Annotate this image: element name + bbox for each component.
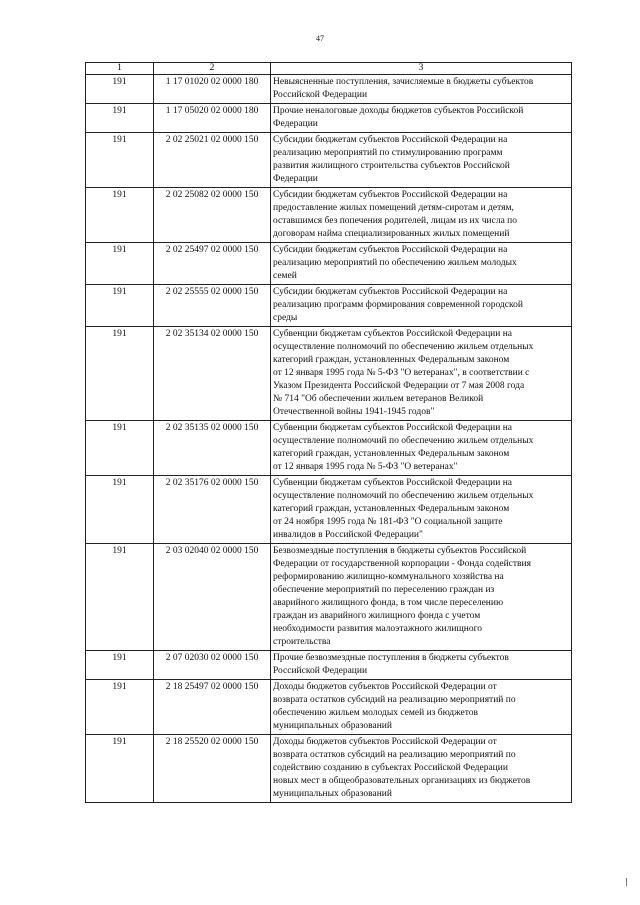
admin-code-cell: 191 xyxy=(86,735,154,803)
description-cell: Субсидии бюджетам субъектов Российской Федерации на реализацию мероприятий по стимулированию программ развития жилищного строительства субъектов Российской Федерации xyxy=(271,133,572,188)
table-row xyxy=(86,75,572,104)
budget-code-cell: 2 18 25497 02 0000 150 xyxy=(154,680,271,735)
admin-code-cell: 191 xyxy=(86,421,154,476)
budget-code-cell: 2 02 25021 02 0000 150 xyxy=(154,133,271,188)
description-cell: Субвенции бюджетам субъектов Российской Федерации на осуществление полномочий по обеспечению жильем отдельных категорий граждан, установленных Федеральным законом от 12 января 1995 года № 5-ФЗ "О ветеранах" xyxy=(271,421,572,476)
description-cell: Доходы бюджетов субъектов Российской Федерации от возврата остатков субсидий на реализацию мероприятий по содействию созданию в субъектах Российской Федерации новых мест в общеобразовательных организациях из бюджетов муниципальных образований xyxy=(271,735,572,803)
budget-code-cell: 2 03 02040 02 0000 150 xyxy=(154,544,271,651)
description-cell: Прочие безвозмездные поступления в бюджеты субъектов Российской Федерации xyxy=(271,651,572,680)
description-cell: Невыясненные поступления, зачисляемые в бюджеты субъектов Российской Федерации xyxy=(271,75,572,104)
table-row xyxy=(86,243,572,285)
description-cell: Субсидии бюджетам субъектов Российской Федерации на реализацию программ формирования современной городской среды xyxy=(271,285,572,327)
income-codes-table xyxy=(85,62,572,803)
admin-code-cell: 191 xyxy=(86,188,154,243)
table-row xyxy=(86,651,572,680)
table-row xyxy=(86,104,572,133)
description-cell: Прочие неналоговые доходы бюджетов субъектов Российской Федерации xyxy=(271,104,572,133)
admin-code-cell: 191 xyxy=(86,104,154,133)
table-row xyxy=(86,285,572,327)
budget-code-cell: 2 02 25555 02 0000 150 xyxy=(154,285,271,327)
admin-code-cell: 191 xyxy=(86,476,154,544)
description-cell: Субсидии бюджетам субъектов Российской Федерации на предоставление жилых помещений детям-сиротам и детям, оставшимся без попечения родителей, лицам из их числа по договорам найма специализированных жилых помещений xyxy=(271,188,572,243)
table-row xyxy=(86,133,572,188)
budget-code-cell: 2 02 25497 02 0000 150 xyxy=(154,243,271,285)
admin-code-cell: 191 xyxy=(86,285,154,327)
table-row xyxy=(86,476,572,544)
table-header-row xyxy=(86,63,572,75)
column-header-2: 2 xyxy=(154,63,271,75)
budget-code-cell: 2 18 25520 02 0000 150 xyxy=(154,735,271,803)
column-header-3: 3 xyxy=(271,63,572,75)
table-row xyxy=(86,188,572,243)
admin-code-cell: 191 xyxy=(86,243,154,285)
admin-code-cell: 191 xyxy=(86,327,154,421)
budget-code-cell: 2 02 25082 02 0000 150 xyxy=(154,188,271,243)
admin-code-cell: 191 xyxy=(86,544,154,651)
table-row xyxy=(86,680,572,735)
table-row xyxy=(86,327,572,421)
budget-code-cell: 2 07 02030 02 0000 150 xyxy=(154,651,271,680)
description-cell: Безвозмездные поступления в бюджеты субъектов Российской Федерации от государственной корпорации - Фонда содействия реформированию жилищно-коммунального хозяйства на обеспечение мероприятий по переселению граждан из аварийного жилищного фонда, в том числе переселению граждан из аварийного жилищного фонда с учетом необходимости развития малоэтажного жилищного строительства xyxy=(271,544,572,651)
description-cell: Субсидии бюджетам субъектов Российской Федерации на реализацию мероприятий по обеспечению жильем молодых семей xyxy=(271,243,572,285)
description-cell: Субвенции бюджетам субъектов Российской Федерации на осуществление полномочий по обеспечению жильем отдельных категорий граждан, установленных Федеральным законом от 24 ноября 1995 года № 181-ФЗ "О социальной защите инвалидов в Российской Федерации" xyxy=(271,476,572,544)
budget-code-cell: 1 17 05020 02 0000 180 xyxy=(154,104,271,133)
scan-edge-mark xyxy=(626,878,627,886)
column-header-1: 1 xyxy=(86,63,154,75)
budget-code-cell: 1 17 01020 02 0000 180 xyxy=(154,75,271,104)
admin-code-cell: 191 xyxy=(86,680,154,735)
budget-code-cell: 2 02 35134 02 0000 150 xyxy=(154,327,271,421)
table-row xyxy=(86,421,572,476)
table-row xyxy=(86,544,572,651)
description-cell: Доходы бюджетов субъектов Российской Федерации от возврата остатков субсидий на реализацию мероприятий по обеспечению жильем молодых семей из бюджетов муниципальных образований xyxy=(271,680,572,735)
table-row xyxy=(86,735,572,803)
description-cell: Субвенции бюджетам субъектов Российской Федерации на осуществление полномочий по обеспечению жильем отдельных категорий граждан, установленных Федеральным законом от 12 января 1995 года № 5-ФЗ "О ветеранах", в соответствии с Указом Президента Российской Федерации от 7 мая 2008 года № 714 "Об обеспечении жильем ветеранов Великой Отечественной войны 1941-1945 годов" xyxy=(271,327,572,421)
budget-code-cell: 2 02 35176 02 0000 150 xyxy=(154,476,271,544)
admin-code-cell: 191 xyxy=(86,75,154,104)
admin-code-cell: 191 xyxy=(86,651,154,680)
budget-code-cell: 2 02 35135 02 0000 150 xyxy=(154,421,271,476)
page-number: 47 xyxy=(316,34,324,43)
admin-code-cell: 191 xyxy=(86,133,154,188)
